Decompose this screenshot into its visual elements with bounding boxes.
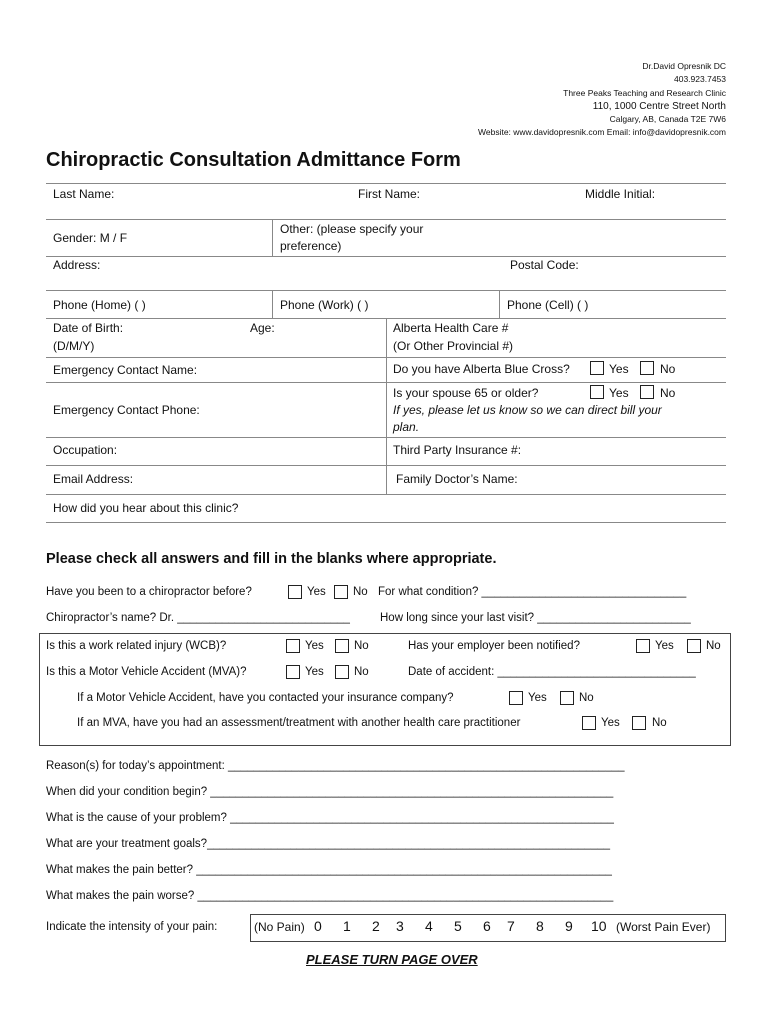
page-title: Chiropractic Consultation Admittance Form [46, 149, 461, 171]
yes-label: Yes [655, 640, 674, 652]
middle-initial-label: Middle Initial: [585, 187, 656, 201]
wcb-label: Is this a work related injury (WCB)? [46, 640, 227, 652]
insurance-yes-checkbox[interactable] [509, 691, 523, 705]
clinic-header [478, 60, 726, 140]
goals-field[interactable]: What are your treatment goals?_______________________________________________________________ [46, 838, 611, 850]
clinic-name: Three Peaks Teaching and Research Clinic [563, 87, 726, 98]
spouse-yes-checkbox[interactable] [590, 385, 604, 399]
yes-label: Yes [305, 666, 324, 678]
other-gender-label: Other: (please specify your [280, 222, 424, 236]
last-name-label: Last Name: [53, 187, 115, 201]
divider [46, 494, 726, 495]
divider [272, 290, 273, 318]
last-visit-field[interactable]: How long since your last visit? ________________________ [380, 612, 691, 624]
direct-bill-note: If yes, please let us know so we can direct bill your [393, 403, 662, 417]
no-label: No [660, 362, 676, 376]
divider [46, 183, 726, 184]
occupation-label: Occupation: [53, 443, 118, 457]
no-label: No [353, 586, 368, 598]
clinic-phone: 403.923.7453 [674, 74, 726, 85]
section-title: Please check all answers and fill in the blanks where appropriate. [46, 551, 497, 567]
other-gender-label-2: preference) [280, 239, 342, 253]
yes-label: Yes [305, 640, 324, 652]
mva-yes-checkbox[interactable] [286, 665, 300, 679]
chiro-name-field[interactable]: Chiropractor’s name? Dr. ___________________________ [46, 612, 350, 624]
yes-label: Yes [609, 362, 629, 376]
what-condition-field[interactable]: For what condition? ________________________________ [378, 586, 687, 598]
no-pain-label: (No Pain) [254, 920, 305, 934]
reason-field[interactable]: Reason(s) for today’s appointment: ______________________________________________________________ [46, 760, 625, 772]
hear-about-label: How did you hear about this clinic? [53, 501, 239, 515]
divider [46, 522, 726, 523]
blue-cross-yes-checkbox[interactable] [590, 361, 604, 375]
divider [46, 219, 726, 220]
turn-page-note: PLEASE TURN PAGE OVER [306, 952, 478, 967]
pain-scale-3[interactable]: 3 [396, 918, 404, 934]
condition-begin-field[interactable]: When did your condition begin? _______________________________________________________________ [46, 786, 614, 798]
clinic-web-email: Website: www.davidopresnik.com Email: info@davidopresnik.com [478, 127, 726, 138]
pain-scale-4[interactable]: 4 [425, 918, 433, 934]
mva-label: Is this a Motor Vehicle Accident (MVA)? [46, 666, 247, 678]
divider [499, 290, 500, 318]
yes-label: Yes [528, 692, 547, 704]
insurance-label: If a Motor Vehicle Accident, have you contacted your insurance company? [77, 692, 454, 704]
family-doctor-label: Family Doctor’s Name: [396, 472, 518, 486]
dob-format-label: (D/M/Y) [53, 339, 95, 353]
blue-cross-no-checkbox[interactable] [640, 361, 654, 375]
divider [272, 219, 273, 256]
assessment-label: If an MVA, have you had an assessment/treatment with another health care practitioner [77, 717, 521, 729]
doctor-name: Dr.David Opresnik DC [642, 61, 726, 71]
third-party-label: Third Party Insurance #: [393, 443, 522, 457]
phone-home-label: Phone (Home) ( ) [53, 298, 146, 312]
chiro-before-no-checkbox[interactable] [334, 585, 348, 599]
pain-intensity-label: Indicate the intensity of your pain: [46, 921, 218, 933]
emergency-name-label: Emergency Contact Name: [53, 363, 198, 377]
mva-no-checkbox[interactable] [335, 665, 349, 679]
divider [386, 318, 387, 494]
emergency-phone-label: Emergency Contact Phone: [53, 403, 200, 417]
yes-label: Yes [609, 386, 629, 400]
employer-yes-checkbox[interactable] [636, 639, 650, 653]
phone-work-label: Phone (Work) ( ) [280, 298, 369, 312]
pain-scale-6[interactable]: 6 [483, 918, 491, 934]
age-label: Age: [250, 321, 275, 335]
provincial-label: (Or Other Provincial #) [393, 339, 514, 353]
pain-scale-7[interactable]: 7 [507, 918, 515, 934]
wcb-no-checkbox[interactable] [335, 639, 349, 653]
pain-scale-9[interactable]: 9 [565, 918, 573, 934]
divider [46, 256, 726, 257]
pain-scale-5[interactable]: 5 [454, 918, 462, 934]
email-label: Email Address: [53, 472, 134, 486]
insurance-no-checkbox[interactable] [560, 691, 574, 705]
spouse-no-checkbox[interactable] [640, 385, 654, 399]
pain-worse-field[interactable]: What makes the pain worse? _________________________________________________________________ [46, 890, 614, 902]
pain-scale-10[interactable]: 10 [591, 918, 607, 934]
phone-cell-label: Phone (Cell) ( ) [507, 298, 589, 312]
no-label: No [652, 717, 667, 729]
no-label: No [354, 666, 369, 678]
worst-pain-label: (Worst Pain Ever) [616, 920, 711, 934]
yes-label: Yes [307, 586, 326, 598]
address-label: Address: [53, 258, 101, 272]
accident-date-field[interactable]: Date of accident: _______________________________ [408, 666, 696, 678]
employer-no-checkbox[interactable] [687, 639, 701, 653]
spouse-label: Is your spouse 65 or older? [393, 386, 539, 400]
health-care-label: Alberta Health Care # [393, 321, 509, 335]
yes-label: Yes [601, 717, 620, 729]
pain-scale-2[interactable]: 2 [372, 918, 380, 934]
cause-field[interactable]: What is the cause of your problem? ____________________________________________________________ [46, 812, 614, 824]
no-label: No [660, 386, 676, 400]
blue-cross-label: Do you have Alberta Blue Cross? [393, 362, 570, 376]
postal-code-label: Postal Code: [510, 258, 579, 272]
pain-better-field[interactable]: What makes the pain better? _________________________________________________________________ [46, 864, 612, 876]
pain-scale-0[interactable]: 0 [314, 918, 322, 934]
no-label: No [579, 692, 594, 704]
clinic-city: Calgary, AB, Canada T2E 7W6 [609, 114, 726, 125]
pain-scale-8[interactable]: 8 [536, 918, 544, 934]
wcb-yes-checkbox[interactable] [286, 639, 300, 653]
chiro-before-yes-checkbox[interactable] [288, 585, 302, 599]
direct-bill-note-2: plan. [393, 420, 420, 434]
chiro-before-label: Have you been to a chiropractor before? [46, 586, 252, 598]
first-name-label: First Name: [358, 187, 421, 201]
assessment-no-checkbox[interactable] [632, 716, 646, 730]
dob-label: Date of Birth: [53, 321, 124, 335]
clinic-street: 110, 1000 Centre Street North [592, 100, 726, 112]
employer-label: Has your employer been notified? [408, 640, 580, 652]
no-label: No [354, 640, 369, 652]
divider [46, 290, 726, 291]
no-label: No [706, 640, 721, 652]
assessment-yes-checkbox[interactable] [582, 716, 596, 730]
gender-label: Gender: M / F [53, 231, 128, 245]
pain-scale-1[interactable]: 1 [343, 918, 351, 934]
